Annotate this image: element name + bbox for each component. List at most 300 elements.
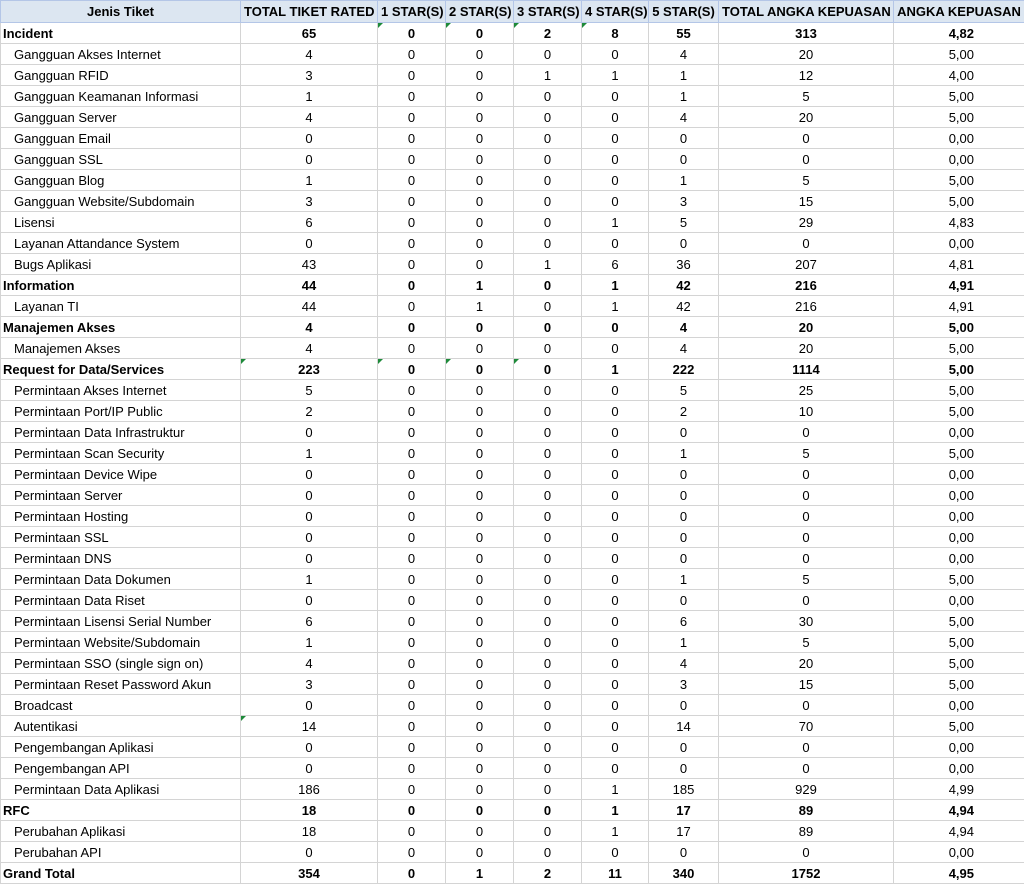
cell-1-star[interactable]: 0 — [378, 548, 446, 569]
cell-4-star[interactable]: 0 — [582, 317, 649, 338]
cell-5-star[interactable]: 1 — [649, 443, 719, 464]
cell-4-star[interactable]: 0 — [582, 170, 649, 191]
cell-2-star[interactable]: 1 — [446, 275, 514, 296]
cell-1-star[interactable]: 0 — [378, 758, 446, 779]
cell-5-star[interactable]: 3 — [649, 191, 719, 212]
cell-1-star[interactable]: 0 — [378, 737, 446, 758]
cell-total-tiket-rated[interactable]: 3 — [241, 191, 378, 212]
cell-2-star[interactable]: 0 — [446, 401, 514, 422]
cell-jenis-tiket[interactable]: Permintaan Data Riset — [1, 590, 241, 611]
cell-1-star[interactable]: 0 — [378, 842, 446, 863]
cell-total-angka-kepuasan[interactable]: 29 — [719, 212, 894, 233]
cell-4-star[interactable]: 0 — [582, 632, 649, 653]
cell-jenis-tiket[interactable]: Permintaan Website/Subdomain — [1, 632, 241, 653]
cell-jenis-tiket[interactable]: Gangguan Blog — [1, 170, 241, 191]
cell-jenis-tiket[interactable]: Broadcast — [1, 695, 241, 716]
cell-3-star[interactable]: 0 — [514, 275, 582, 296]
cell-1-star[interactable]: 0 — [378, 128, 446, 149]
cell-4-star[interactable]: 8 — [582, 23, 649, 44]
cell-total-angka-kepuasan[interactable]: 0 — [719, 842, 894, 863]
cell-5-star[interactable]: 1 — [649, 86, 719, 107]
cell-4-star[interactable]: 0 — [582, 485, 649, 506]
cell-1-star[interactable]: 0 — [378, 65, 446, 86]
cell-total-tiket-rated[interactable]: 223 — [241, 359, 378, 380]
cell-3-star[interactable]: 0 — [514, 422, 582, 443]
cell-total-tiket-rated[interactable]: 0 — [241, 128, 378, 149]
cell-total-angka-kepuasan[interactable]: 20 — [719, 653, 894, 674]
cell-3-star[interactable]: 0 — [514, 737, 582, 758]
cell-5-star[interactable]: 185 — [649, 779, 719, 800]
cell-jenis-tiket[interactable]: Permintaan Data Infrastruktur — [1, 422, 241, 443]
cell-total-angka-kepuasan[interactable]: 5 — [719, 443, 894, 464]
cell-3-star[interactable]: 0 — [514, 170, 582, 191]
cell-2-star[interactable]: 0 — [446, 590, 514, 611]
cell-2-star[interactable]: 0 — [446, 443, 514, 464]
cell-1-star[interactable]: 0 — [378, 380, 446, 401]
cell-3-star[interactable]: 0 — [514, 632, 582, 653]
cell-2-star[interactable]: 1 — [446, 296, 514, 317]
cell-4-star[interactable]: 0 — [582, 443, 649, 464]
cell-5-star[interactable]: 3 — [649, 674, 719, 695]
cell-3-star[interactable]: 0 — [514, 821, 582, 842]
cell-total-angka-kepuasan[interactable]: 12 — [719, 65, 894, 86]
cell-4-star[interactable]: 0 — [582, 590, 649, 611]
cell-jenis-tiket[interactable]: Permintaan SSL — [1, 527, 241, 548]
cell-2-star[interactable]: 0 — [446, 254, 514, 275]
cell-4-star[interactable]: 0 — [582, 422, 649, 443]
cell-3-star[interactable]: 0 — [514, 527, 582, 548]
cell-2-star[interactable]: 0 — [446, 674, 514, 695]
cell-3-star[interactable]: 0 — [514, 779, 582, 800]
cell-angka-kepuasan[interactable]: 5,00 — [894, 653, 1024, 674]
cell-5-star[interactable]: 17 — [649, 800, 719, 821]
cell-5-star[interactable]: 36 — [649, 254, 719, 275]
cell-5-star[interactable]: 55 — [649, 23, 719, 44]
cell-1-star[interactable]: 0 — [378, 590, 446, 611]
cell-3-star[interactable]: 2 — [514, 863, 582, 884]
cell-3-star[interactable]: 0 — [514, 506, 582, 527]
cell-4-star[interactable]: 0 — [582, 86, 649, 107]
cell-total-angka-kepuasan[interactable]: 1114 — [719, 359, 894, 380]
cell-5-star[interactable]: 0 — [649, 506, 719, 527]
cell-1-star[interactable]: 0 — [378, 716, 446, 737]
cell-total-angka-kepuasan[interactable]: 20 — [719, 317, 894, 338]
cell-5-star[interactable]: 0 — [649, 149, 719, 170]
cell-angka-kepuasan[interactable]: 0,00 — [894, 506, 1024, 527]
cell-jenis-tiket[interactable]: Permintaan DNS — [1, 548, 241, 569]
cell-5-star[interactable]: 0 — [649, 128, 719, 149]
cell-4-star[interactable]: 0 — [582, 149, 649, 170]
cell-angka-kepuasan[interactable]: 5,00 — [894, 107, 1024, 128]
cell-2-star[interactable]: 0 — [446, 632, 514, 653]
cell-total-angka-kepuasan[interactable]: 0 — [719, 758, 894, 779]
cell-total-tiket-rated[interactable]: 186 — [241, 779, 378, 800]
cell-jenis-tiket[interactable]: Request for Data/Services — [1, 359, 241, 380]
cell-total-angka-kepuasan[interactable]: 25 — [719, 380, 894, 401]
cell-total-angka-kepuasan[interactable]: 0 — [719, 128, 894, 149]
cell-5-star[interactable]: 5 — [649, 380, 719, 401]
cell-2-star[interactable]: 0 — [446, 821, 514, 842]
header-5-star[interactable]: 5 STAR(S) — [649, 1, 719, 23]
cell-5-star[interactable]: 0 — [649, 737, 719, 758]
cell-3-star[interactable]: 0 — [514, 695, 582, 716]
cell-total-angka-kepuasan[interactable]: 5 — [719, 86, 894, 107]
cell-total-angka-kepuasan[interactable]: 0 — [719, 527, 894, 548]
cell-jenis-tiket[interactable]: Permintaan Scan Security — [1, 443, 241, 464]
cell-total-angka-kepuasan[interactable]: 0 — [719, 737, 894, 758]
cell-total-angka-kepuasan[interactable]: 89 — [719, 821, 894, 842]
cell-jenis-tiket[interactable]: Layanan TI — [1, 296, 241, 317]
cell-total-angka-kepuasan[interactable]: 5 — [719, 569, 894, 590]
cell-5-star[interactable]: 4 — [649, 107, 719, 128]
cell-3-star[interactable]: 0 — [514, 212, 582, 233]
cell-3-star[interactable]: 0 — [514, 359, 582, 380]
cell-1-star[interactable]: 0 — [378, 611, 446, 632]
cell-angka-kepuasan[interactable]: 0,00 — [894, 464, 1024, 485]
cell-5-star[interactable]: 4 — [649, 653, 719, 674]
cell-total-tiket-rated[interactable]: 3 — [241, 674, 378, 695]
cell-3-star[interactable]: 0 — [514, 233, 582, 254]
cell-5-star[interactable]: 0 — [649, 527, 719, 548]
cell-4-star[interactable]: 0 — [582, 338, 649, 359]
cell-5-star[interactable]: 0 — [649, 548, 719, 569]
cell-angka-kepuasan[interactable]: 4,94 — [894, 800, 1024, 821]
cell-3-star[interactable]: 0 — [514, 149, 582, 170]
cell-angka-kepuasan[interactable]: 5,00 — [894, 380, 1024, 401]
cell-total-tiket-rated[interactable]: 4 — [241, 107, 378, 128]
cell-5-star[interactable]: 0 — [649, 758, 719, 779]
cell-3-star[interactable]: 0 — [514, 842, 582, 863]
cell-1-star[interactable]: 0 — [378, 485, 446, 506]
cell-jenis-tiket[interactable]: Incident — [1, 23, 241, 44]
cell-1-star[interactable]: 0 — [378, 338, 446, 359]
cell-2-star[interactable]: 0 — [446, 380, 514, 401]
cell-3-star[interactable]: 0 — [514, 485, 582, 506]
cell-2-star[interactable]: 0 — [446, 716, 514, 737]
cell-2-star[interactable]: 0 — [446, 422, 514, 443]
cell-1-star[interactable]: 0 — [378, 401, 446, 422]
cell-total-tiket-rated[interactable]: 5 — [241, 380, 378, 401]
cell-2-star[interactable]: 0 — [446, 737, 514, 758]
cell-total-angka-kepuasan[interactable]: 20 — [719, 107, 894, 128]
cell-jenis-tiket[interactable]: Grand Total — [1, 863, 241, 884]
cell-angka-kepuasan[interactable]: 5,00 — [894, 632, 1024, 653]
cell-total-angka-kepuasan[interactable]: 5 — [719, 170, 894, 191]
cell-5-star[interactable]: 222 — [649, 359, 719, 380]
cell-3-star[interactable]: 0 — [514, 443, 582, 464]
cell-5-star[interactable]: 17 — [649, 821, 719, 842]
cell-4-star[interactable]: 0 — [582, 737, 649, 758]
cell-1-star[interactable]: 0 — [378, 107, 446, 128]
cell-4-star[interactable]: 6 — [582, 254, 649, 275]
cell-jenis-tiket[interactable]: Permintaan Data Dokumen — [1, 569, 241, 590]
cell-jenis-tiket[interactable]: Layanan Attandance System — [1, 233, 241, 254]
cell-total-tiket-rated[interactable]: 43 — [241, 254, 378, 275]
cell-4-star[interactable]: 1 — [582, 821, 649, 842]
cell-angka-kepuasan[interactable]: 0,00 — [894, 527, 1024, 548]
cell-angka-kepuasan[interactable]: 0,00 — [894, 128, 1024, 149]
cell-angka-kepuasan[interactable]: 4,94 — [894, 821, 1024, 842]
header-2-star[interactable]: 2 STAR(S) — [446, 1, 514, 23]
cell-angka-kepuasan[interactable]: 0,00 — [894, 422, 1024, 443]
cell-3-star[interactable]: 0 — [514, 380, 582, 401]
cell-jenis-tiket[interactable]: Lisensi — [1, 212, 241, 233]
cell-angka-kepuasan[interactable]: 0,00 — [894, 758, 1024, 779]
cell-total-angka-kepuasan[interactable]: 0 — [719, 464, 894, 485]
cell-total-angka-kepuasan[interactable]: 0 — [719, 485, 894, 506]
cell-3-star[interactable]: 1 — [514, 254, 582, 275]
cell-total-angka-kepuasan[interactable]: 30 — [719, 611, 894, 632]
cell-total-tiket-rated[interactable]: 14 — [241, 716, 378, 737]
cell-total-tiket-rated[interactable]: 0 — [241, 758, 378, 779]
cell-total-angka-kepuasan[interactable]: 70 — [719, 716, 894, 737]
cell-4-star[interactable]: 1 — [582, 65, 649, 86]
cell-total-angka-kepuasan[interactable]: 5 — [719, 632, 894, 653]
cell-4-star[interactable]: 0 — [582, 758, 649, 779]
cell-angka-kepuasan[interactable]: 4,95 — [894, 863, 1024, 884]
cell-1-star[interactable]: 0 — [378, 464, 446, 485]
cell-1-star[interactable]: 0 — [378, 44, 446, 65]
cell-jenis-tiket[interactable]: Manajemen Akses — [1, 338, 241, 359]
cell-jenis-tiket[interactable]: Permintaan Server — [1, 485, 241, 506]
cell-3-star[interactable]: 0 — [514, 191, 582, 212]
cell-total-tiket-rated[interactable]: 4 — [241, 317, 378, 338]
cell-angka-kepuasan[interactable]: 4,83 — [894, 212, 1024, 233]
cell-5-star[interactable]: 42 — [649, 296, 719, 317]
cell-total-tiket-rated[interactable]: 4 — [241, 653, 378, 674]
cell-jenis-tiket[interactable]: Permintaan Reset Password Akun — [1, 674, 241, 695]
cell-5-star[interactable]: 340 — [649, 863, 719, 884]
cell-jenis-tiket[interactable]: Permintaan Akses Internet — [1, 380, 241, 401]
cell-4-star[interactable]: 1 — [582, 212, 649, 233]
cell-angka-kepuasan[interactable]: 4,91 — [894, 296, 1024, 317]
cell-3-star[interactable]: 0 — [514, 317, 582, 338]
cell-3-star[interactable]: 0 — [514, 464, 582, 485]
cell-2-star[interactable]: 0 — [446, 758, 514, 779]
cell-2-star[interactable]: 0 — [446, 842, 514, 863]
cell-2-star[interactable]: 0 — [446, 86, 514, 107]
cell-1-star[interactable]: 0 — [378, 527, 446, 548]
cell-jenis-tiket[interactable]: Pengembangan API — [1, 758, 241, 779]
cell-1-star[interactable]: 0 — [378, 443, 446, 464]
cell-total-tiket-rated[interactable]: 6 — [241, 611, 378, 632]
cell-total-tiket-rated[interactable]: 44 — [241, 275, 378, 296]
cell-2-star[interactable]: 0 — [446, 233, 514, 254]
cell-total-angka-kepuasan[interactable]: 929 — [719, 779, 894, 800]
cell-total-angka-kepuasan[interactable]: 0 — [719, 422, 894, 443]
cell-jenis-tiket[interactable]: RFC — [1, 800, 241, 821]
cell-jenis-tiket[interactable]: Gangguan RFID — [1, 65, 241, 86]
cell-3-star[interactable]: 0 — [514, 674, 582, 695]
cell-angka-kepuasan[interactable]: 5,00 — [894, 191, 1024, 212]
cell-angka-kepuasan[interactable]: 4,81 — [894, 254, 1024, 275]
cell-total-tiket-rated[interactable]: 2 — [241, 401, 378, 422]
cell-angka-kepuasan[interactable]: 0,00 — [894, 842, 1024, 863]
cell-1-star[interactable]: 0 — [378, 653, 446, 674]
cell-total-angka-kepuasan[interactable]: 313 — [719, 23, 894, 44]
cell-4-star[interactable]: 1 — [582, 296, 649, 317]
cell-total-tiket-rated[interactable]: 65 — [241, 23, 378, 44]
cell-3-star[interactable]: 1 — [514, 65, 582, 86]
cell-total-tiket-rated[interactable]: 1 — [241, 569, 378, 590]
cell-4-star[interactable]: 0 — [582, 506, 649, 527]
cell-1-star[interactable]: 0 — [378, 317, 446, 338]
cell-2-star[interactable]: 0 — [446, 44, 514, 65]
cell-1-star[interactable]: 0 — [378, 212, 446, 233]
cell-5-star[interactable]: 0 — [649, 233, 719, 254]
cell-jenis-tiket[interactable]: Manajemen Akses — [1, 317, 241, 338]
cell-jenis-tiket[interactable]: Permintaan Hosting — [1, 506, 241, 527]
cell-jenis-tiket[interactable]: Permintaan Device Wipe — [1, 464, 241, 485]
cell-4-star[interactable]: 0 — [582, 842, 649, 863]
cell-1-star[interactable]: 0 — [378, 191, 446, 212]
cell-angka-kepuasan[interactable]: 0,00 — [894, 695, 1024, 716]
cell-angka-kepuasan[interactable]: 0,00 — [894, 149, 1024, 170]
cell-jenis-tiket[interactable]: Permintaan Port/IP Public — [1, 401, 241, 422]
cell-5-star[interactable]: 1 — [649, 65, 719, 86]
cell-2-star[interactable]: 0 — [446, 170, 514, 191]
cell-jenis-tiket[interactable]: Permintaan Data Aplikasi — [1, 779, 241, 800]
cell-5-star[interactable]: 1 — [649, 569, 719, 590]
cell-jenis-tiket[interactable]: Gangguan SSL — [1, 149, 241, 170]
cell-4-star[interactable]: 1 — [582, 359, 649, 380]
cell-angka-kepuasan[interactable]: 5,00 — [894, 443, 1024, 464]
cell-total-angka-kepuasan[interactable]: 0 — [719, 233, 894, 254]
cell-4-star[interactable]: 0 — [582, 674, 649, 695]
cell-angka-kepuasan[interactable]: 0,00 — [894, 590, 1024, 611]
cell-5-star[interactable]: 2 — [649, 401, 719, 422]
cell-3-star[interactable]: 0 — [514, 548, 582, 569]
cell-1-star[interactable]: 0 — [378, 296, 446, 317]
cell-4-star[interactable]: 1 — [582, 275, 649, 296]
cell-3-star[interactable]: 0 — [514, 401, 582, 422]
cell-5-star[interactable]: 4 — [649, 317, 719, 338]
cell-3-star[interactable]: 0 — [514, 296, 582, 317]
cell-2-star[interactable]: 0 — [446, 464, 514, 485]
cell-1-star[interactable]: 0 — [378, 149, 446, 170]
cell-total-angka-kepuasan[interactable]: 20 — [719, 338, 894, 359]
cell-jenis-tiket[interactable]: Gangguan Email — [1, 128, 241, 149]
cell-5-star[interactable]: 0 — [649, 590, 719, 611]
cell-1-star[interactable]: 0 — [378, 821, 446, 842]
cell-angka-kepuasan[interactable]: 5,00 — [894, 44, 1024, 65]
cell-1-star[interactable]: 0 — [378, 275, 446, 296]
cell-total-tiket-rated[interactable]: 0 — [241, 590, 378, 611]
cell-4-star[interactable]: 0 — [582, 527, 649, 548]
cell-3-star[interactable]: 0 — [514, 653, 582, 674]
cell-total-tiket-rated[interactable]: 1 — [241, 632, 378, 653]
cell-total-angka-kepuasan[interactable]: 0 — [719, 149, 894, 170]
header-total-tiket-rated[interactable]: TOTAL TIKET RATED — [241, 1, 378, 23]
cell-total-tiket-rated[interactable]: 0 — [241, 737, 378, 758]
cell-total-tiket-rated[interactable]: 4 — [241, 44, 378, 65]
cell-angka-kepuasan[interactable]: 5,00 — [894, 359, 1024, 380]
cell-4-star[interactable]: 0 — [582, 548, 649, 569]
cell-angka-kepuasan[interactable]: 0,00 — [894, 548, 1024, 569]
cell-1-star[interactable]: 0 — [378, 695, 446, 716]
cell-total-angka-kepuasan[interactable]: 0 — [719, 506, 894, 527]
cell-total-angka-kepuasan[interactable]: 10 — [719, 401, 894, 422]
cell-5-star[interactable]: 4 — [649, 338, 719, 359]
cell-3-star[interactable]: 0 — [514, 611, 582, 632]
cell-5-star[interactable]: 0 — [649, 842, 719, 863]
cell-2-star[interactable]: 0 — [446, 800, 514, 821]
cell-5-star[interactable]: 4 — [649, 44, 719, 65]
cell-angka-kepuasan[interactable]: 0,00 — [894, 233, 1024, 254]
cell-jenis-tiket[interactable]: Gangguan Server — [1, 107, 241, 128]
cell-3-star[interactable]: 0 — [514, 569, 582, 590]
cell-3-star[interactable]: 0 — [514, 758, 582, 779]
cell-total-angka-kepuasan[interactable]: 89 — [719, 800, 894, 821]
header-total-angka-kepuasan[interactable]: TOTAL ANGKA KEPUASAN — [719, 1, 894, 23]
cell-5-star[interactable]: 0 — [649, 464, 719, 485]
cell-total-tiket-rated[interactable]: 354 — [241, 863, 378, 884]
cell-5-star[interactable]: 5 — [649, 212, 719, 233]
cell-5-star[interactable]: 1 — [649, 170, 719, 191]
cell-4-star[interactable]: 0 — [582, 611, 649, 632]
cell-jenis-tiket[interactable]: Gangguan Keamanan Informasi — [1, 86, 241, 107]
cell-3-star[interactable]: 0 — [514, 86, 582, 107]
cell-4-star[interactable]: 0 — [582, 401, 649, 422]
cell-1-star[interactable]: 0 — [378, 632, 446, 653]
cell-jenis-tiket[interactable]: Autentikasi — [1, 716, 241, 737]
cell-2-star[interactable]: 0 — [446, 506, 514, 527]
cell-total-angka-kepuasan[interactable]: 1752 — [719, 863, 894, 884]
cell-jenis-tiket[interactable]: Information — [1, 275, 241, 296]
cell-jenis-tiket[interactable]: Gangguan Website/Subdomain — [1, 191, 241, 212]
cell-total-angka-kepuasan[interactable]: 0 — [719, 590, 894, 611]
cell-1-star[interactable]: 0 — [378, 359, 446, 380]
cell-total-angka-kepuasan[interactable]: 20 — [719, 44, 894, 65]
cell-total-tiket-rated[interactable]: 0 — [241, 506, 378, 527]
cell-4-star[interactable]: 0 — [582, 128, 649, 149]
cell-3-star[interactable]: 2 — [514, 23, 582, 44]
cell-angka-kepuasan[interactable]: 5,00 — [894, 401, 1024, 422]
cell-2-star[interactable]: 0 — [446, 128, 514, 149]
cell-3-star[interactable]: 0 — [514, 128, 582, 149]
cell-total-tiket-rated[interactable]: 0 — [241, 233, 378, 254]
cell-angka-kepuasan[interactable]: 4,82 — [894, 23, 1024, 44]
cell-total-tiket-rated[interactable]: 1 — [241, 170, 378, 191]
cell-2-star[interactable]: 0 — [446, 191, 514, 212]
cell-total-tiket-rated[interactable]: 18 — [241, 800, 378, 821]
cell-angka-kepuasan[interactable]: 0,00 — [894, 485, 1024, 506]
cell-5-star[interactable]: 1 — [649, 632, 719, 653]
cell-2-star[interactable]: 0 — [446, 611, 514, 632]
cell-total-tiket-rated[interactable]: 3 — [241, 65, 378, 86]
cell-total-angka-kepuasan[interactable]: 0 — [719, 695, 894, 716]
header-3-star[interactable]: 3 STAR(S) — [514, 1, 582, 23]
cell-1-star[interactable]: 0 — [378, 233, 446, 254]
cell-jenis-tiket[interactable]: Perubahan API — [1, 842, 241, 863]
cell-total-tiket-rated[interactable]: 0 — [241, 422, 378, 443]
cell-4-star[interactable]: 0 — [582, 191, 649, 212]
cell-5-star[interactable]: 0 — [649, 485, 719, 506]
cell-total-angka-kepuasan[interactable]: 0 — [719, 548, 894, 569]
cell-total-tiket-rated[interactable]: 6 — [241, 212, 378, 233]
cell-4-star[interactable]: 0 — [582, 233, 649, 254]
cell-2-star[interactable]: 1 — [446, 863, 514, 884]
cell-angka-kepuasan[interactable]: 4,91 — [894, 275, 1024, 296]
cell-total-angka-kepuasan[interactable]: 15 — [719, 191, 894, 212]
cell-1-star[interactable]: 0 — [378, 674, 446, 695]
cell-jenis-tiket[interactable]: Permintaan Lisensi Serial Number — [1, 611, 241, 632]
cell-4-star[interactable]: 1 — [582, 779, 649, 800]
cell-total-tiket-rated[interactable]: 4 — [241, 338, 378, 359]
cell-total-tiket-rated[interactable]: 44 — [241, 296, 378, 317]
cell-angka-kepuasan[interactable]: 5,00 — [894, 338, 1024, 359]
cell-total-tiket-rated[interactable]: 1 — [241, 443, 378, 464]
